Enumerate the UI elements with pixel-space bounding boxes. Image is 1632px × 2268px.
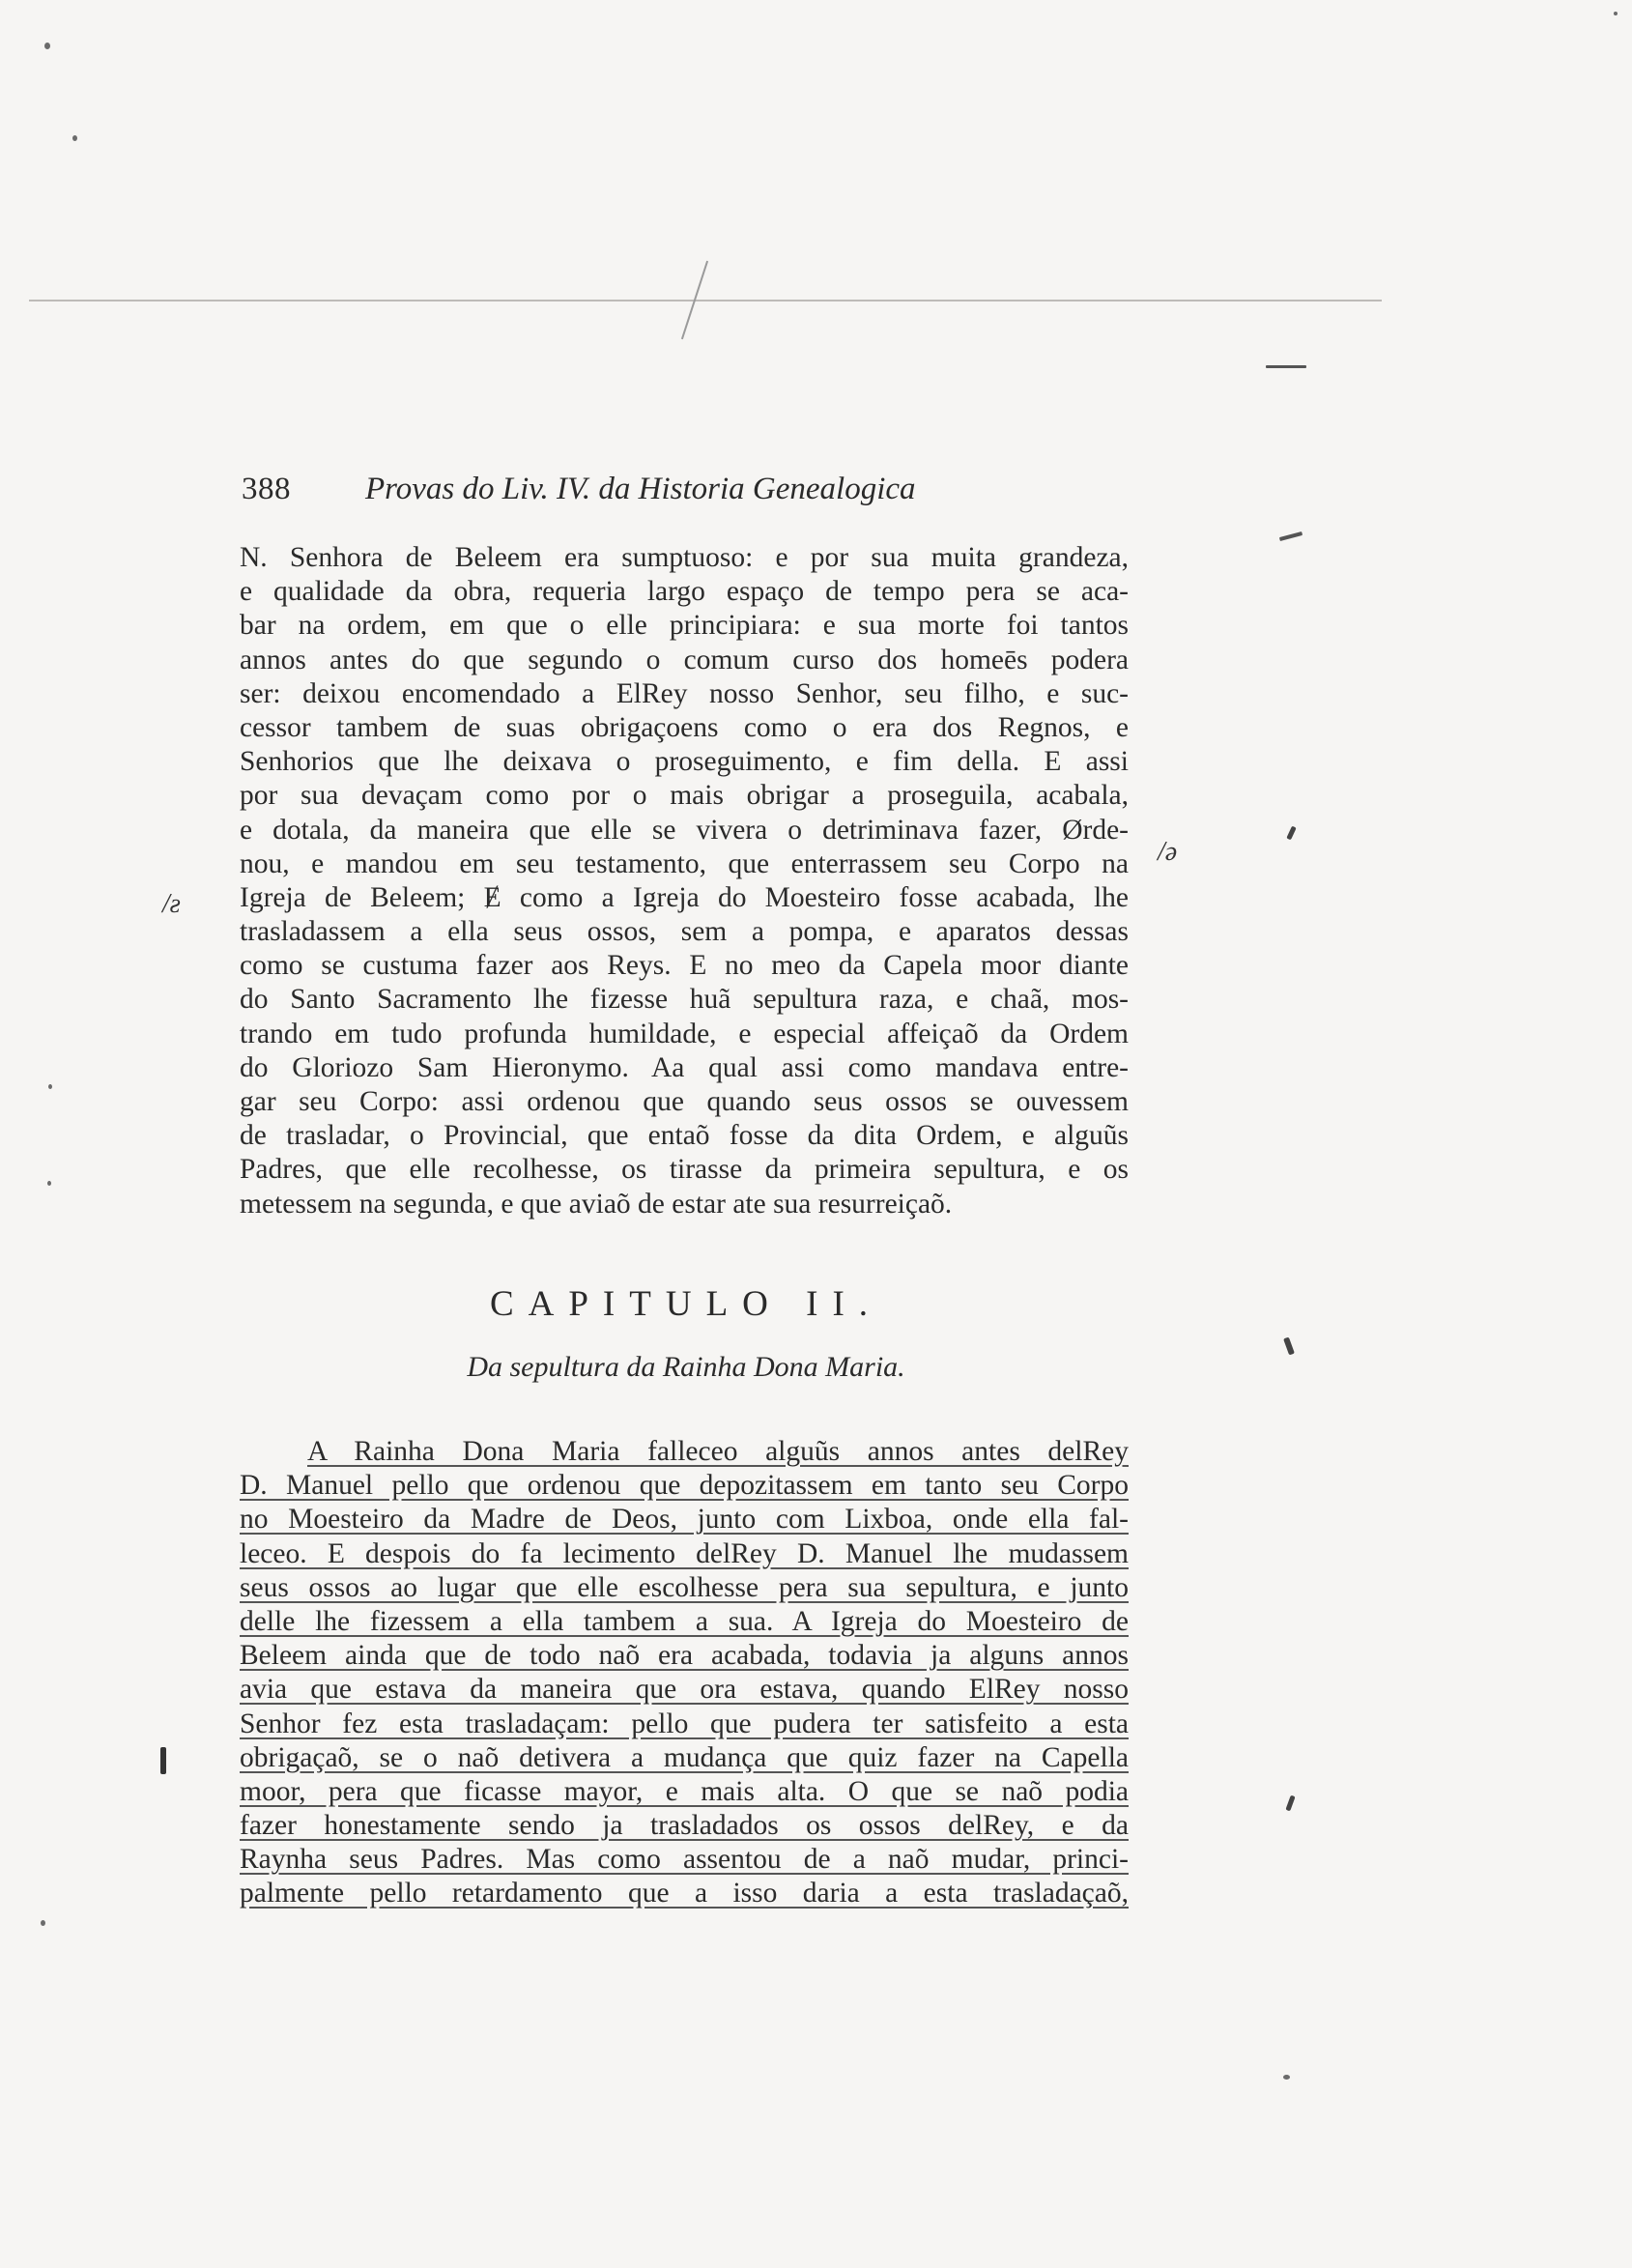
running-title: Provas do Liv. IV. da Historia Genealogica — [365, 472, 916, 506]
margin-note-left: /ƨ — [162, 889, 181, 919]
text-line: obrigaçaõ, se o naõ detivera a mudança que quiz fazer na Capella — [240, 1741, 1129, 1773]
text-line: Senhorios que lhe deixava o proseguimento, e fim della. E assi — [240, 746, 1129, 778]
running-header — [242, 472, 1111, 507]
scan-top-rule — [29, 300, 1382, 301]
text-line: Beleem ainda que de todo naõ era acabada, todavia ja alguns annos — [240, 1640, 1129, 1672]
scan-mark — [1286, 826, 1296, 841]
text-line: annos antes do que segundo o comum curso dos homeēs podera — [240, 644, 1129, 675]
scan-dash — [1279, 531, 1303, 541]
scan-speck — [48, 1084, 52, 1089]
text-line: trando em tudo profunda humildade, e especial affeiçaõ da Ordem — [240, 1018, 1129, 1049]
text-line: bar na ordem, em que o elle principiara: e sua morte foi tantos — [240, 610, 1129, 642]
text-line: e qualidade da obra, requeria largo espaço de tempo pera se aca- — [240, 576, 1129, 608]
scan-speck — [47, 1181, 51, 1186]
text-line: Igreja de Beleem; Ɇ como a Igreja do Moesteiro fosse acabada, lhe — [240, 881, 1129, 913]
text-line: nou, e mandou em seu testamento, que enterrassem seu Corpo na — [240, 847, 1129, 879]
paragraph-1 — [240, 541, 1129, 1221]
scan-mark — [160, 1747, 166, 1774]
text-line: A Rainha Dona Maria falleceo alguũs annos antes delRey — [307, 1436, 1129, 1467]
text-line: leceo. E despois do fa lecimento delRey D. Manuel lhe mudassem — [240, 1537, 1129, 1569]
margin-note-right: /ǝ — [1158, 837, 1178, 867]
text-line: palmente pello retardamento que a isso daria a esta trasladaçaõ, — [240, 1878, 1129, 1909]
chapter-heading: CAPITULO II. — [489, 1284, 883, 1324]
text-line: trasladassem a ella seus ossos, sem a pompa, e aparatos dessas — [240, 916, 1129, 948]
text-line: fazer honestamente sendo ja trasladados os ossos delRey, e da — [240, 1810, 1129, 1842]
text-line: metessem na segunda, e que aviaõ de estar ate sua resurreiçaõ. — [240, 1188, 953, 1220]
text-line: D. Manuel pello que ordenou que depozitassem em tanto seu Corpo — [240, 1470, 1129, 1502]
text-line: Senhor fez esta trasladaçam: pello que pudera ter satisfeito a esta — [240, 1708, 1129, 1739]
text-line: moor, pera que ficasse mayor, e mais alta. O que se naõ podia — [240, 1775, 1129, 1807]
text-line: por sua devaçam como por o mais obrigar a proseguila, acabala, — [240, 780, 1129, 812]
scan-speck — [44, 43, 50, 49]
text-line: cessor tambem de suas obrigaçoens como o era dos Regnos, e — [240, 711, 1129, 743]
scan-speck — [1283, 2075, 1290, 2080]
text-line: avia que estava da maneira que ora estava, quando ElRey nosso — [240, 1674, 1129, 1706]
text-line: como se custuma fazer aos Reys. E no meo da Capela moor diante — [240, 950, 1129, 982]
text-line: gar seu Corpo: assi ordenou que quando seus ossos se ouvessem — [240, 1086, 1129, 1117]
scan-dash — [1266, 365, 1306, 368]
paragraph-2 — [240, 1435, 1129, 1911]
chapter-subtitle: Da sepultura da Rainha Dona Maria. — [467, 1351, 905, 1383]
scan-speck — [41, 1920, 45, 1926]
text-line: Padres, que elle recolhesse, os tirasse da primeira sepultura, e os — [240, 1154, 1129, 1186]
text-line: do Santo Sacramento lhe fizesse huã sepultura raza, e chaã, mos- — [240, 984, 1129, 1016]
text-line: do Gloriozo Sam Hieronymo. Aa qual assi como mandava entre- — [240, 1051, 1129, 1083]
text-line: ser: deixou encomendado a ElRey nosso Senhor, seu filho, e suc- — [240, 677, 1129, 709]
text-line: N. Senhora de Beleem era sumptuoso: e por sua muita grandeza, — [240, 542, 1129, 573]
text-line: seus ossos ao lugar que elle escolhesse pera sua sepultura, e junto — [240, 1571, 1129, 1603]
scan-speck — [1614, 12, 1618, 15]
text-line: Raynha seus Padres. Mas como assentou de a naõ mudar, princi- — [240, 1844, 1129, 1876]
scan-mark — [1285, 1795, 1295, 1812]
text-line: delle lhe fizessem a ella tambem a sua. A Igreja do Moesteiro de — [240, 1605, 1129, 1637]
scan-speck — [72, 135, 77, 141]
text-line: e dotala, da maneira que elle se vivera o detriminava fazer, Ørde- — [240, 814, 1129, 846]
page-number: 388 — [242, 472, 291, 506]
text-line: no Moesteiro da Madre de Deos, junto com Lixboa, onde ella fal- — [240, 1504, 1129, 1536]
scan-mark — [1283, 1337, 1295, 1356]
text-line: de trasladar, o Provincial, que entaõ fosse da dita Ordem, e alguũs — [240, 1120, 1129, 1152]
